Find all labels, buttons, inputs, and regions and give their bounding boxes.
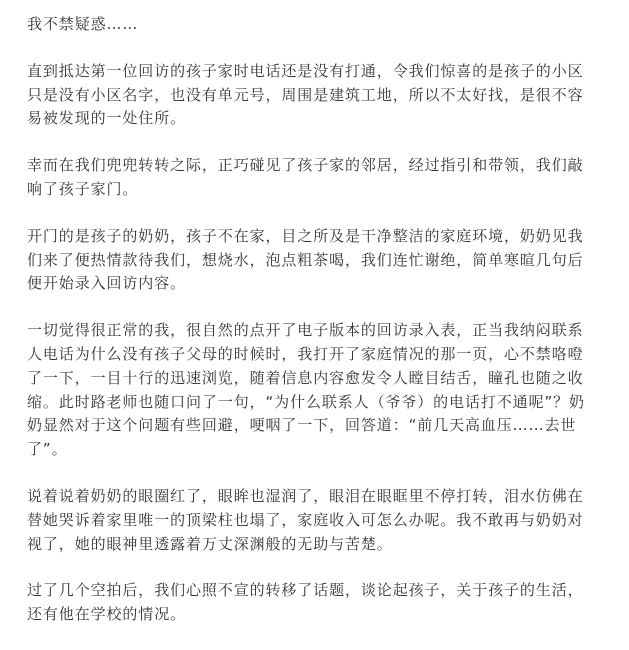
text-line: 开门的是孩子的奶奶，孩子不在家，目之所及是干净整洁的家庭环境，奶奶见我 [27,226,584,245]
article-body [27,13,607,650]
paragraph-4 [27,225,607,296]
text-line: 缩。此时路老师也随口问了一句，“为什么联系人（爷爷）的电话打不通呢”？奶 [27,392,585,411]
text-line: 还有他在学校的情况。 [27,605,187,624]
text-line: 人电话为什么没有孩子父母的时候时，我打开了家庭情况的那一页，心不禁咯噔 [27,344,584,363]
text-line: 只是没有小区名字，也没有单元号，周围是建筑工地，所以不太好找，是很不容 [27,85,584,104]
text-line: 我不禁疑惑…… [27,15,139,33]
paragraph-7 [27,579,607,627]
text-line: 了”。 [27,440,68,459]
text-line: 们来了便热情款待我们，想烧水，泡点粗茶喝，我们连忙谢绝，简单寒暄几句后 [27,250,584,269]
text-line: 视了，她的眼神里透露着万丈深渊般的无助与苦楚。 [27,534,393,553]
text-line: 便开始录入回访内容。 [27,274,187,293]
text-line: 奶显然对于这个问题有些回避，哽咽了一下，回答道：“前几天高血压……去世 [27,416,577,435]
text-line: 过了几个空拍后，我们心照不宣的转移了话题，谈论起孩子，关于孩子的生活， [27,581,584,600]
paragraph-5 [27,319,607,462]
text-line: 直到抵达第一位回访的孩子家时电话还是没有打通，令我们惊喜的是孩子的小区 [27,61,584,80]
text-line: 了一下，一目十行的迅速浏览，随着信息内容愈发令人瞠目结舌，瞳孔也随之收 [27,368,584,387]
text-line: 响了孩子家门。 [27,179,139,198]
paragraph-3 [27,154,607,202]
text-line: 易被发现的一处住所。 [27,109,187,128]
text-line: 幸而在我们兜兜转转之际，正巧碰见了孩子家的邻居，经过指引和带领，我们敲 [27,156,584,175]
text-line: 说着说着奶奶的眼圈红了，眼眸也湿润了，眼泪在眼眶里不停打转，泪水仿佛在 [27,486,584,505]
paragraph-1 [27,13,607,37]
paragraph-2 [27,60,607,131]
paragraph-6 [27,485,607,556]
text-line: 替她哭诉着家里唯一的顶梁柱也塌了，家庭收入可怎么办呢。我不敢再与奶奶对 [27,510,584,529]
text-line: 一切觉得很正常的我，很自然的点开了电子版本的回访录入表，正当我纳闷联系 [27,321,584,340]
